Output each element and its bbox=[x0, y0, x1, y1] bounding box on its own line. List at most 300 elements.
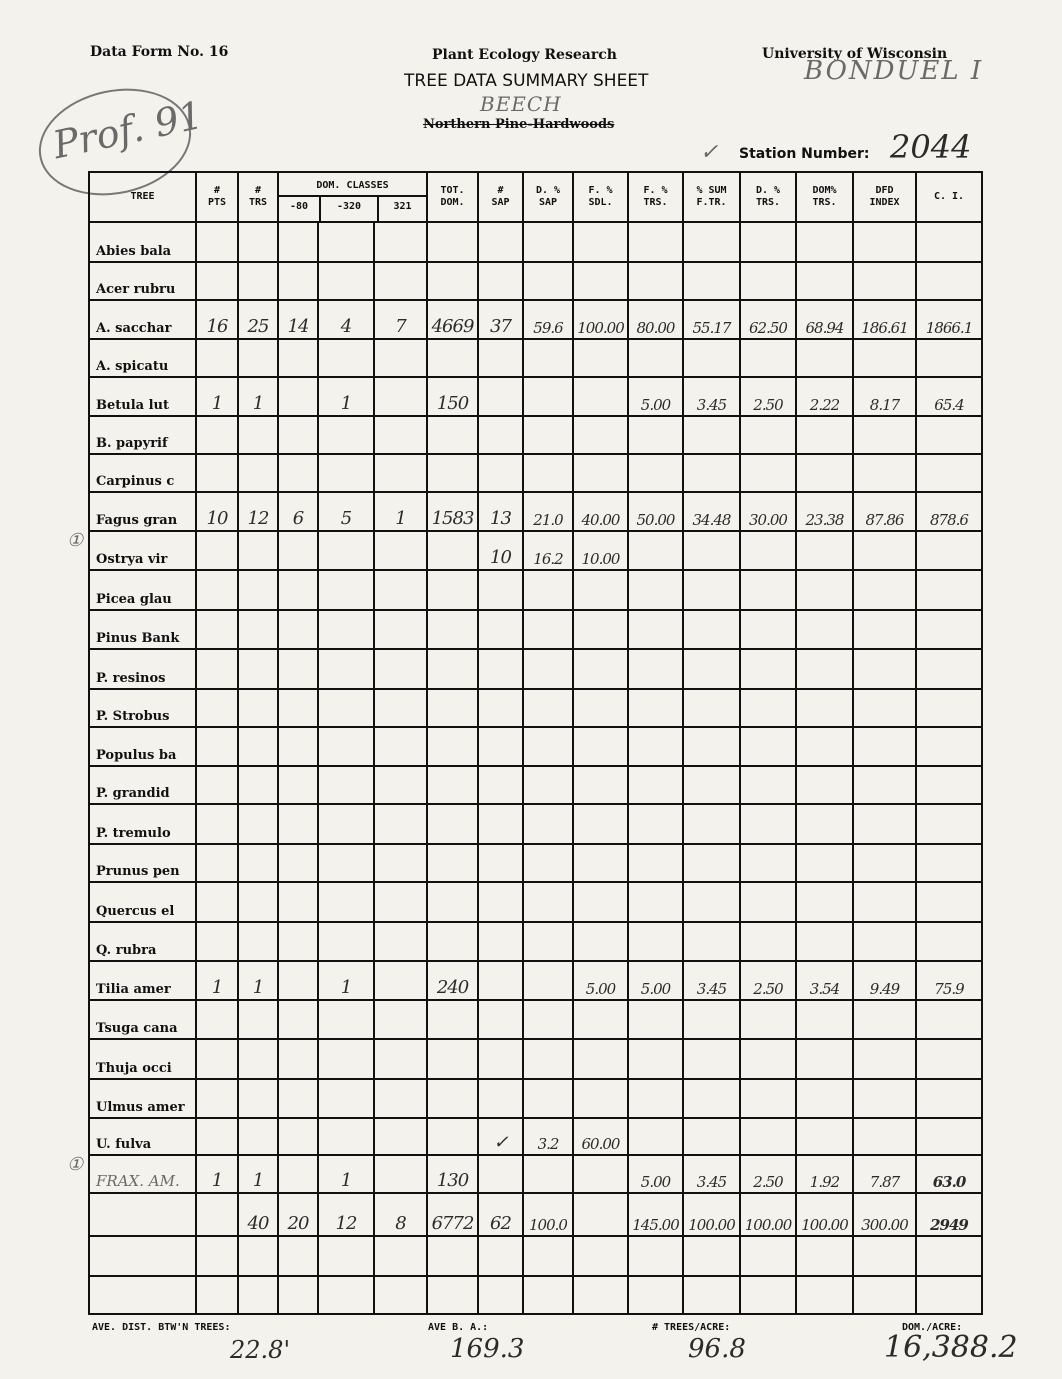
tree-name-cell: Quercus el bbox=[89, 882, 196, 922]
value-cell bbox=[853, 1039, 916, 1079]
value-cell bbox=[740, 416, 796, 454]
value-cell bbox=[196, 766, 238, 804]
value-cell bbox=[853, 804, 916, 844]
col-d-sap: D. % SAP bbox=[523, 172, 573, 222]
value-cell bbox=[853, 610, 916, 649]
table-row bbox=[89, 300, 982, 339]
value-cell bbox=[853, 727, 916, 766]
value-cell bbox=[683, 766, 740, 804]
value-cell: ✓ bbox=[478, 1118, 523, 1155]
value-cell: 150 bbox=[427, 377, 478, 416]
value-cell bbox=[478, 1276, 523, 1314]
value-cell bbox=[238, 804, 278, 844]
value-cell bbox=[523, 1155, 573, 1193]
value-cell bbox=[573, 570, 628, 610]
table-row bbox=[89, 766, 982, 804]
dom-acre-value: 16,388.2 bbox=[884, 1330, 1018, 1365]
value-cell bbox=[374, 649, 427, 689]
value-cell bbox=[478, 1000, 523, 1039]
value-cell bbox=[916, 1000, 982, 1039]
value-cell bbox=[853, 1079, 916, 1118]
value-cell bbox=[796, 610, 853, 649]
tree-name-cell: Thuja occi bbox=[89, 1039, 196, 1079]
value-cell: 10.00 bbox=[573, 531, 628, 570]
value-cell: 1 bbox=[196, 1155, 238, 1193]
value-cell bbox=[796, 649, 853, 689]
value-cell bbox=[318, 262, 374, 300]
value-cell bbox=[427, 1118, 478, 1155]
value-cell bbox=[238, 339, 278, 377]
value-cell: 2.50 bbox=[740, 377, 796, 416]
value-cell bbox=[196, 689, 238, 727]
tree-name-cell: P. grandid bbox=[89, 766, 196, 804]
value-cell: 300.00 bbox=[853, 1193, 916, 1236]
value-cell bbox=[853, 531, 916, 570]
value-cell bbox=[318, 222, 374, 262]
value-cell bbox=[683, 1039, 740, 1079]
sheet-title: TREE DATA SUMMARY SHEET bbox=[404, 71, 649, 91]
value-cell bbox=[374, 689, 427, 727]
value-cell: 2.50 bbox=[740, 1155, 796, 1193]
research-label: Plant Ecology Research bbox=[432, 47, 617, 63]
tree-name-cell: Ulmus amer bbox=[89, 1079, 196, 1118]
value-cell bbox=[478, 610, 523, 649]
value-cell bbox=[238, 649, 278, 689]
value-cell: 25 bbox=[238, 300, 278, 339]
value-cell bbox=[318, 766, 374, 804]
value-cell bbox=[478, 882, 523, 922]
value-cell: 3.45 bbox=[683, 1155, 740, 1193]
table-row bbox=[89, 1079, 982, 1118]
value-cell bbox=[916, 1276, 982, 1314]
value-cell bbox=[683, 922, 740, 961]
value-cell bbox=[523, 882, 573, 922]
value-cell bbox=[196, 727, 238, 766]
value-cell bbox=[628, 804, 683, 844]
value-cell bbox=[523, 961, 573, 1000]
tree-name-cell: Ostrya vir bbox=[89, 531, 196, 570]
value-cell: 8 bbox=[374, 1193, 427, 1236]
value-cell bbox=[683, 570, 740, 610]
value-cell bbox=[427, 1236, 478, 1276]
table-row bbox=[89, 804, 982, 844]
value-cell bbox=[238, 1039, 278, 1079]
tree-name-cell: P. Strobus bbox=[89, 689, 196, 727]
value-cell bbox=[427, 922, 478, 961]
value-cell bbox=[796, 1236, 853, 1276]
value-cell: 40.00 bbox=[573, 492, 628, 531]
value-cell bbox=[427, 649, 478, 689]
value-cell bbox=[238, 844, 278, 882]
value-cell: 3.2 bbox=[523, 1118, 573, 1155]
table-row bbox=[89, 1039, 982, 1079]
value-cell bbox=[374, 844, 427, 882]
value-cell bbox=[374, 804, 427, 844]
table-row bbox=[89, 1276, 982, 1314]
value-cell bbox=[196, 416, 238, 454]
value-cell bbox=[740, 570, 796, 610]
value-cell bbox=[853, 570, 916, 610]
value-cell bbox=[796, 882, 853, 922]
value-cell bbox=[374, 222, 427, 262]
value-cell bbox=[427, 416, 478, 454]
value-cell bbox=[916, 649, 982, 689]
value-cell bbox=[238, 1276, 278, 1314]
tree-name-cell: Abies bala bbox=[89, 222, 196, 262]
value-cell: 100.00 bbox=[683, 1193, 740, 1236]
value-cell bbox=[238, 454, 278, 492]
value-cell bbox=[374, 1236, 427, 1276]
value-cell bbox=[196, 262, 238, 300]
value-cell bbox=[916, 844, 982, 882]
value-cell bbox=[796, 1276, 853, 1314]
value-cell: 5 bbox=[318, 492, 374, 531]
value-cell bbox=[916, 804, 982, 844]
value-cell bbox=[478, 570, 523, 610]
value-cell bbox=[796, 531, 853, 570]
value-cell bbox=[238, 766, 278, 804]
value-cell: 4669 bbox=[427, 300, 478, 339]
value-cell bbox=[278, 689, 318, 727]
tree-name-cell bbox=[89, 1276, 196, 1314]
value-cell bbox=[573, 1276, 628, 1314]
value-cell bbox=[318, 339, 374, 377]
form-number: Data Form No. 16 bbox=[90, 44, 229, 60]
value-cell bbox=[478, 1039, 523, 1079]
value-cell bbox=[740, 689, 796, 727]
value-cell: 1866.1 bbox=[916, 300, 982, 339]
value-cell: 34.48 bbox=[683, 492, 740, 531]
value-cell bbox=[523, 454, 573, 492]
table-row bbox=[89, 1000, 982, 1039]
value-cell bbox=[683, 1276, 740, 1314]
value-cell: 3.54 bbox=[796, 961, 853, 1000]
value-cell bbox=[278, 961, 318, 1000]
value-cell bbox=[628, 531, 683, 570]
value-cell bbox=[478, 727, 523, 766]
value-cell bbox=[796, 689, 853, 727]
value-cell bbox=[796, 766, 853, 804]
tree-name-cell: A. spicatu bbox=[89, 339, 196, 377]
tree-name-cell: P. resinos bbox=[89, 649, 196, 689]
value-cell bbox=[683, 1000, 740, 1039]
value-cell bbox=[573, 1155, 628, 1193]
value-cell bbox=[427, 804, 478, 844]
value-cell bbox=[238, 882, 278, 922]
value-cell bbox=[916, 1079, 982, 1118]
value-cell bbox=[628, 1236, 683, 1276]
value-cell bbox=[427, 262, 478, 300]
dom-acre-label: DOM./ACRE: bbox=[902, 1322, 963, 1333]
value-cell bbox=[478, 804, 523, 844]
value-cell bbox=[740, 649, 796, 689]
value-cell bbox=[278, 454, 318, 492]
value-cell bbox=[523, 339, 573, 377]
value-cell bbox=[523, 610, 573, 649]
value-cell bbox=[523, 1000, 573, 1039]
value-cell bbox=[427, 1000, 478, 1039]
value-cell bbox=[238, 570, 278, 610]
value-cell bbox=[796, 339, 853, 377]
value-cell bbox=[916, 416, 982, 454]
value-cell: 100.00 bbox=[796, 1193, 853, 1236]
value-cell bbox=[740, 922, 796, 961]
table-row bbox=[89, 961, 982, 1000]
table-row bbox=[89, 610, 982, 649]
value-cell bbox=[796, 454, 853, 492]
university-label: University of Wisconsin bbox=[762, 46, 948, 62]
value-cell bbox=[374, 339, 427, 377]
value-cell: 2949 bbox=[916, 1193, 982, 1236]
table-row bbox=[89, 649, 982, 689]
value-cell bbox=[374, 1039, 427, 1079]
value-cell bbox=[853, 1118, 916, 1155]
table-row bbox=[89, 262, 982, 300]
value-cell: 50.00 bbox=[628, 492, 683, 531]
value-cell bbox=[374, 1276, 427, 1314]
value-cell bbox=[628, 922, 683, 961]
value-cell: 7.87 bbox=[853, 1155, 916, 1193]
tree-name-cell: Prunus pen bbox=[89, 844, 196, 882]
value-cell bbox=[916, 454, 982, 492]
value-cell bbox=[238, 1079, 278, 1118]
value-cell bbox=[196, 1193, 238, 1236]
value-cell bbox=[523, 262, 573, 300]
value-cell bbox=[318, 454, 374, 492]
value-cell bbox=[374, 1118, 427, 1155]
value-cell bbox=[573, 649, 628, 689]
value-cell bbox=[238, 416, 278, 454]
tree-name-cell: P. tremulo bbox=[89, 804, 196, 844]
value-cell bbox=[278, 1039, 318, 1079]
value-cell bbox=[523, 1079, 573, 1118]
col-tot-dom: TOT. DOM. bbox=[427, 172, 478, 222]
ave-ba-value: 169.3 bbox=[450, 1334, 525, 1364]
value-cell: 9.49 bbox=[853, 961, 916, 1000]
ave-ba-label: AVE B. A.: bbox=[428, 1322, 489, 1333]
value-cell bbox=[196, 1000, 238, 1039]
value-cell: 68.94 bbox=[796, 300, 853, 339]
table-row bbox=[89, 492, 982, 531]
value-cell bbox=[740, 766, 796, 804]
table-row bbox=[89, 727, 982, 766]
handwritten-type: BEECH bbox=[480, 92, 562, 116]
value-cell bbox=[427, 610, 478, 649]
value-cell: 100.00 bbox=[573, 300, 628, 339]
tree-name-cell: Populus ba bbox=[89, 727, 196, 766]
value-cell bbox=[573, 727, 628, 766]
table-header-row bbox=[89, 172, 982, 222]
value-cell bbox=[427, 882, 478, 922]
value-cell: 62 bbox=[478, 1193, 523, 1236]
value-cell bbox=[374, 531, 427, 570]
value-cell bbox=[278, 610, 318, 649]
value-cell bbox=[278, 1236, 318, 1276]
value-cell bbox=[573, 339, 628, 377]
value-cell bbox=[683, 416, 740, 454]
value-cell bbox=[196, 222, 238, 262]
value-cell bbox=[523, 570, 573, 610]
value-cell bbox=[916, 610, 982, 649]
value-cell bbox=[628, 570, 683, 610]
value-cell bbox=[196, 531, 238, 570]
value-cell: 2.50 bbox=[740, 961, 796, 1000]
value-cell bbox=[916, 339, 982, 377]
value-cell bbox=[238, 689, 278, 727]
value-cell: 1 bbox=[196, 377, 238, 416]
tree-name-cell: Q. rubra bbox=[89, 922, 196, 961]
table-row bbox=[89, 1155, 982, 1193]
value-cell bbox=[278, 922, 318, 961]
margin-mark-frax: ① bbox=[67, 1154, 84, 1175]
tree-name-cell: Picea glau bbox=[89, 570, 196, 610]
value-cell bbox=[374, 1000, 427, 1039]
tree-name-cell: U. fulva bbox=[89, 1118, 196, 1155]
value-cell bbox=[853, 766, 916, 804]
value-cell bbox=[916, 1118, 982, 1155]
value-cell bbox=[374, 922, 427, 961]
value-cell bbox=[796, 922, 853, 961]
value-cell bbox=[318, 922, 374, 961]
value-cell bbox=[740, 1276, 796, 1314]
tree-name-cell: Tilia amer bbox=[89, 961, 196, 1000]
value-cell bbox=[916, 570, 982, 610]
value-cell bbox=[196, 1039, 238, 1079]
table-row bbox=[89, 844, 982, 882]
tree-name-cell: Tsuga cana bbox=[89, 1000, 196, 1039]
value-cell bbox=[916, 222, 982, 262]
value-cell bbox=[278, 766, 318, 804]
col-sap: # SAP bbox=[478, 172, 523, 222]
value-cell bbox=[196, 570, 238, 610]
value-cell bbox=[796, 844, 853, 882]
value-cell: 20 bbox=[278, 1193, 318, 1236]
value-cell: 3.45 bbox=[683, 961, 740, 1000]
value-cell bbox=[628, 689, 683, 727]
table-row bbox=[89, 689, 982, 727]
value-cell bbox=[628, 844, 683, 882]
tree-name-cell: A. sacchar bbox=[89, 300, 196, 339]
value-cell bbox=[278, 727, 318, 766]
value-cell bbox=[916, 766, 982, 804]
value-cell bbox=[478, 766, 523, 804]
value-cell bbox=[427, 766, 478, 804]
value-cell bbox=[238, 1118, 278, 1155]
value-cell bbox=[853, 262, 916, 300]
value-cell bbox=[683, 649, 740, 689]
tree-name-cell: Fagus gran bbox=[89, 492, 196, 531]
value-cell bbox=[478, 1236, 523, 1276]
value-cell bbox=[196, 1276, 238, 1314]
value-cell bbox=[796, 1039, 853, 1079]
value-cell bbox=[318, 844, 374, 882]
tree-data-table bbox=[88, 171, 983, 1315]
value-cell bbox=[238, 222, 278, 262]
value-cell bbox=[278, 1118, 318, 1155]
value-cell: 10 bbox=[478, 531, 523, 570]
value-cell: 59.6 bbox=[523, 300, 573, 339]
value-cell bbox=[318, 531, 374, 570]
value-cell bbox=[278, 416, 318, 454]
value-cell bbox=[740, 1000, 796, 1039]
table-row bbox=[89, 922, 982, 961]
value-cell: 12 bbox=[238, 492, 278, 531]
table-row bbox=[89, 416, 982, 454]
value-cell bbox=[478, 922, 523, 961]
value-cell bbox=[628, 610, 683, 649]
value-cell bbox=[683, 689, 740, 727]
value-cell: 62.50 bbox=[740, 300, 796, 339]
value-cell: 1 bbox=[318, 961, 374, 1000]
value-cell bbox=[740, 262, 796, 300]
value-cell bbox=[427, 1039, 478, 1079]
value-cell bbox=[683, 339, 740, 377]
value-cell bbox=[374, 882, 427, 922]
value-cell bbox=[427, 844, 478, 882]
value-cell bbox=[427, 689, 478, 727]
value-cell: 14 bbox=[278, 300, 318, 339]
value-cell bbox=[374, 766, 427, 804]
value-cell bbox=[427, 222, 478, 262]
value-cell bbox=[573, 766, 628, 804]
value-cell bbox=[278, 262, 318, 300]
col-dom-classes: DOM. CLASSES -80 -320 321 bbox=[278, 172, 427, 222]
value-cell: 1 bbox=[238, 1155, 278, 1193]
table-row bbox=[89, 1118, 982, 1155]
value-cell bbox=[523, 1276, 573, 1314]
value-cell bbox=[573, 1079, 628, 1118]
value-cell bbox=[853, 454, 916, 492]
value-cell: 1 bbox=[374, 492, 427, 531]
col-pts: # PTS bbox=[196, 172, 238, 222]
col-sum-ftr: % SUM F.TR. bbox=[683, 172, 740, 222]
ave-dist-value: 22.8' bbox=[230, 1336, 291, 1364]
value-cell bbox=[796, 262, 853, 300]
value-cell: 37 bbox=[478, 300, 523, 339]
value-cell bbox=[278, 649, 318, 689]
station-label: Station Number: bbox=[739, 146, 870, 162]
value-cell bbox=[628, 1276, 683, 1314]
value-cell: 5.00 bbox=[628, 961, 683, 1000]
value-cell bbox=[374, 727, 427, 766]
value-cell: 55.17 bbox=[683, 300, 740, 339]
value-cell bbox=[628, 1118, 683, 1155]
value-cell bbox=[740, 804, 796, 844]
value-cell bbox=[628, 339, 683, 377]
value-cell bbox=[628, 727, 683, 766]
value-cell bbox=[628, 649, 683, 689]
value-cell bbox=[478, 1155, 523, 1193]
value-cell: 1 bbox=[238, 961, 278, 1000]
value-cell bbox=[740, 454, 796, 492]
value-cell bbox=[523, 377, 573, 416]
value-cell: 186.61 bbox=[853, 300, 916, 339]
col-ci: C. I. bbox=[916, 172, 982, 222]
value-cell: 80.00 bbox=[628, 300, 683, 339]
tree-name-cell bbox=[89, 1236, 196, 1276]
value-cell bbox=[238, 531, 278, 570]
value-cell bbox=[683, 727, 740, 766]
value-cell bbox=[573, 222, 628, 262]
value-cell bbox=[196, 610, 238, 649]
value-cell: 16 bbox=[196, 300, 238, 339]
value-cell bbox=[427, 531, 478, 570]
value-cell bbox=[478, 416, 523, 454]
value-cell bbox=[916, 262, 982, 300]
value-cell bbox=[628, 766, 683, 804]
value-cell: 10 bbox=[196, 492, 238, 531]
value-cell bbox=[573, 454, 628, 492]
